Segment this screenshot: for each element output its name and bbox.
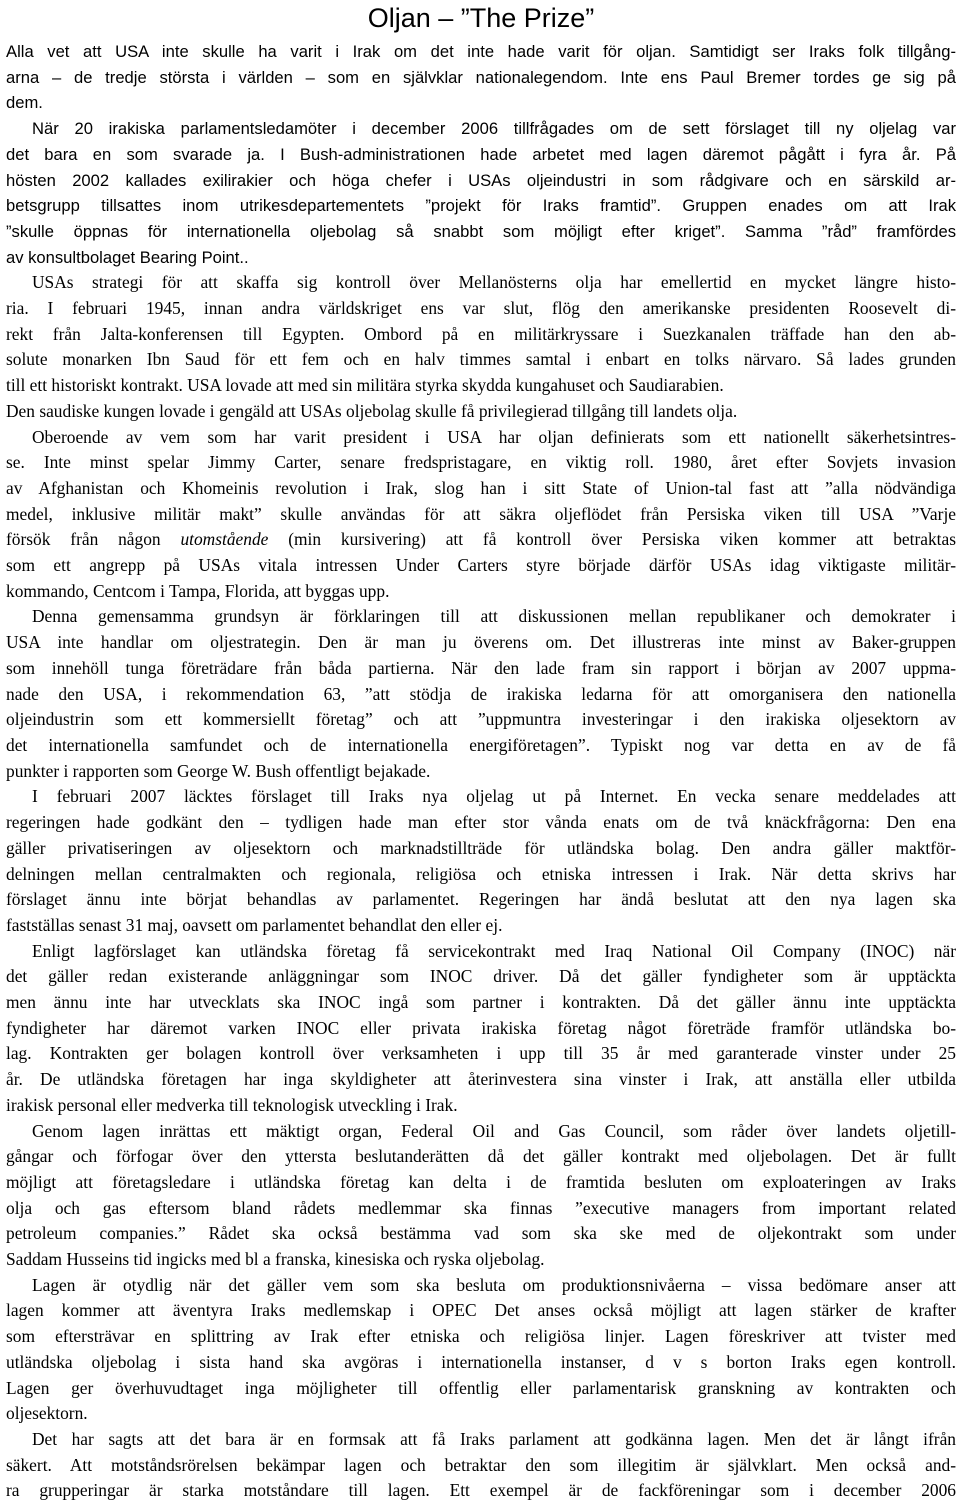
text-line: medel, inklusive militär makt” skulle användas för att säkra oljeflödet från Persiska viken till USA ”Varje: [6, 503, 956, 524]
text-line: Oberoende av vem som har varit president i USA har oljan definierats som ett nationellt säkerhetsintres-: [32, 426, 956, 447]
text-line: Enligt lagförslaget kan utländska företag få servicekontrakt med Iraq National Oil Company (INOC) när: [32, 940, 956, 961]
text-line: punkter i rapporten som George W. Bush offentligt bejakade.: [6, 760, 431, 781]
text-line: Lagen ger överhuvudtaget inga möjligheter till offentlig eller parlamentarisk granskning av kontrakten och: [6, 1377, 956, 1398]
text-line: nade den USA, i rekommendation 63, ”att stödja de irakiska ledarna för att omorganisera den nationella: [6, 683, 956, 704]
text-line: det bara en som svarade ja. I Bush-administrationen hade arbetet med lagen däremot pågått i fyra år. På: [6, 144, 956, 164]
text-line: möjligt att företagsledare i utländska företag kan delta i de framtida besluten om exploateringen av Iraks: [6, 1171, 956, 1192]
text-line: irakisk personal eller medverka till teknologisk utveckling i Irak.: [6, 1094, 458, 1115]
text-line: olja och gas eftersom bland rådets medlemmar ska finnas ”executive managers from important related: [6, 1197, 956, 1218]
text-line: det internationella samfundet och de internationella energiföretagen”. Typiskt nog var detta en av de få: [6, 734, 956, 755]
text-line: Alla vet att USA inte skulle ha varit i Irak om det inte hade varit för oljan. Samtidigt ser Iraks folk tillgång-: [6, 42, 956, 61]
text-line: arna – de tredje största i världen – som en självklar nationalegendom. Inte ens Paul Bremer tordes ge sig på: [6, 67, 956, 87]
text-line: I februari 2007 läcktes förslaget till Iraks nya oljelag ut på Internet. En vecka senare meddelades att: [32, 786, 956, 807]
text-line: ria. I februari 1945, innan andra världskriget ens var slut, flög den amerikanske presidenten Roosevelt di-: [6, 298, 956, 319]
document-body: [6, 39, 956, 1504]
text-line: regeringen hade godkänt den – tydligen hade man efter stor vånda enats om de två knäckfrågorna: Den ena: [6, 812, 956, 833]
text-line: delningen mellan centralmakten och regionala, religiösa och etniska intressen i Irak. När detta skrivs har: [6, 863, 956, 884]
text-line: ”skulle öppnas för internationella oljebolag så snabbt som möjligt efter kriget”. Samma ”råd” framfördes: [6, 221, 956, 241]
text-line: som innehöll tunga företrädare från båda partierna. När den lade fram sin rapport i början av 2007 uppma-: [6, 657, 956, 678]
text-line: som ett angrepp på USAs vitala intressen Under Carters styre började därför USAs idag viktigaste militär-: [6, 555, 956, 576]
text-line: gäller privatiseringen av oljesektorn och marknadstillträde för utländska bolag. Den andra gäller maktför-: [6, 837, 956, 858]
text-line: fyndigheter har däremot varken INOC eller privata irakiska företag något företräde framför utländska bo-: [6, 1017, 956, 1038]
text-line: kommando, Centcom i Tampa, Florida, att byggas upp.: [6, 580, 390, 601]
text-line: fastställas senast 31 maj, oavsett om parlamentet behandlat den eller ej.: [6, 914, 503, 935]
text-line: till ett historiskt kontrakt. USA lovade att med sin militära styrka skydda kungahuset och Saudiarabien.: [6, 375, 724, 396]
text-line: lag. Kontrakten ger bolagen kontroll över verksamheten i upp till 35 år med garanterade vinster under 25: [6, 1043, 956, 1064]
text-line: förslaget ännu inte börjat behandlas av parlamentet. Regeringen har ändå beslutat att den nya lagen ska: [6, 889, 956, 910]
text-line: USAs strategi för att skaffa sig kontroll över Mellanösterns olja har emellertid en mycket längre histo-: [32, 272, 956, 293]
text-line: av Afghanistan och Khomeinis revolution i Irak, slog han i sitt State of Union-tal fast att ”alla nödvändiga: [6, 477, 956, 498]
text-line: hösten 2002 kallades exilirakier och höga chefer i USAs oljeindustri in som rådgivare och en särskild ar-: [6, 170, 956, 190]
text-line: oljesektorn.: [6, 1403, 88, 1424]
text-line: dem.: [6, 93, 43, 113]
text-line: rekt från Jalta-konferensen till Egypten. Ombord på en militärkryssare i Suezkanalen träffade han den ab-: [6, 323, 956, 344]
text-line: år. De utländska företagen har inga skyldigheter att återinvestera sina vinster i Irak, att anställa eller utbilda: [6, 1069, 956, 1090]
text-line: Saddam Husseins tid ingicks med bl a franska, kinesiska och ryska oljebolag.: [6, 1249, 545, 1270]
text-line: betsgrupp tillsattes inom utrikesdepartementets ”projekt för Iraks framtid”. Gruppen enades om att Irak: [6, 196, 956, 216]
text-line: se. Inte minst spelar Jimmy Carter, senare fredspristagare, en viktig roll. 1980, året efter Sovjets invasion: [6, 452, 956, 473]
text-line: säkert. Att motståndsrörelsen bekämpar lagen och betraktar den som illegitim är självklart. Men också and-: [6, 1454, 956, 1475]
text-line: av konsultbolaget Bearing Point..: [6, 247, 249, 267]
text-line: utländska oljebolag i sista hand ska avgöras i internationella instanser, d v s borton Iraks egen kontroll.: [6, 1351, 956, 1372]
text-line: Den saudiske kungen lovade i gengäld att USAs oljebolag skulle få privilegierad tillgång till landets olja.: [6, 400, 738, 421]
text-line: oljeindustrin som ett kommersiellt företag” och att ”uppmuntra investeringar i den irakiska oljesektorn av: [6, 709, 956, 730]
text-line: ra grupperingar är starka motståndare till lagen. Ett exempel är de fackföreningar som i december 2006: [6, 1480, 956, 1501]
text-line: Denna gemensamma grundsyn är förklaringen till att diskussionen mellan republikaner och demokrater i: [32, 606, 956, 627]
text-line: Det har sagts att det bara är en formsak att få Iraks parlament att godkänna lagen. Men det är långt ifrån: [32, 1428, 956, 1449]
text-line: Lagen är otydlig när det gäller vem som ska besluta om produktionsnivåerna – vissa bedömare anser att: [32, 1274, 956, 1295]
text-line: När 20 irakiska parlamentsledamöter i december 2006 tillfrågades om de sett förslaget till ny oljelag var: [32, 119, 956, 139]
text-line: försök från någon utomstående (min kursivering) att få kontroll över Persiska viken kommer att betraktas: [6, 529, 956, 550]
text-line: som eftersträvar en splittring av Irak efter etniska och religiösa linjer. Lagen föreskriver att tvister med: [6, 1326, 956, 1347]
text-line: petroleum companies.” Rådet ska också bestämma vad som ska ske med de oljekontrakt som under: [6, 1223, 956, 1244]
text-line: USA inte handlar om oljestrategin. Den är man ju överens om. Det illustreras inte minst av Baker-gruppen: [6, 632, 956, 653]
text-line: lagen kommer att äventyra Iraks medlemskap i OPEC Det anses också möjligt att lagen stärker de krafter: [6, 1300, 956, 1321]
text-line: solute monarken Ibn Saud för ett fem och en halv timmes samtal i enbart en tolks närvaro. Så lades grunden: [6, 349, 956, 370]
text-line: Genom lagen inrättas ett mäktigt organ, Federal Oil and Gas Council, som råder över landets oljetill-: [32, 1120, 956, 1141]
document-title: Oljan – ”The Prize”: [367, 3, 595, 33]
text-line: det gäller redan existerande anläggningar som INOC driver. Då det gäller fyndigheter som är upptäckta: [6, 966, 956, 987]
text-line: men ännu inte har utvecklats ska INOC ingå som partner i kontrakten. Då det gäller ännu inte upptäckta: [6, 992, 956, 1013]
text-line: gångar och förfogar över den yttersta beslutanderätten då det gäller kontrakt med oljebolagen. Det är fullt: [6, 1146, 956, 1167]
